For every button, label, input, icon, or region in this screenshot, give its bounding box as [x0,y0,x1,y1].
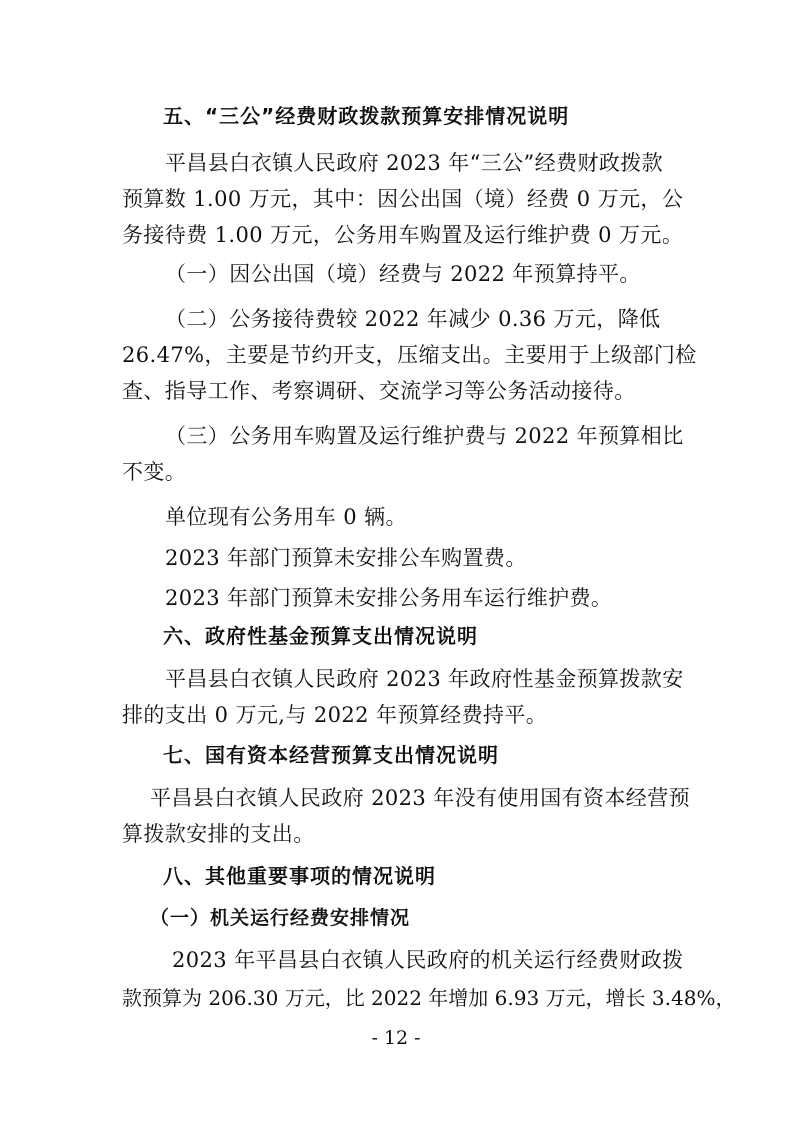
paragraph-line: 2023 年部门预算未安排公车购置费。 [165,546,527,570]
paragraph-line: 单位现有公务用车 0 辆。 [165,505,407,529]
subsection-heading: （一）机关运行经费安排情况 [150,907,411,929]
paragraph-line: 款预算为 206.30 万元，比 2022 年增加 6.93 万元，增长 3.48%， [122,986,736,1010]
paragraph-line: 务接待费 1.00 万元，公务用车购置及运行维护费 0 万元。 [122,223,684,247]
paragraph-line: 2023 年部门预算未安排公务用车运行维护费。 [165,586,613,610]
paragraph-line: 查、指导工作、考察调研、交流学习等公务活动接待。 [122,379,636,403]
paragraph-line: 平昌县白衣镇人民政府 2023 年政府性基金预算拨款安 [165,667,684,691]
page-number: - 12 - [371,1027,421,1049]
section-heading-8: 八、其他重要事项的情况说明 [163,864,436,888]
paragraph-line: 2023 年平昌县白衣镇人民政府的机关运行经费财政拨 [172,948,684,972]
section-heading-7: 七、国有资本经营预算支出情况说明 [163,743,499,767]
paragraph-line: （三）公务用车购置及运行维护费与 2022 年预算相比 [165,424,684,448]
paragraph-line: （一）因公出国（境）经费与 2022 年预算持平。 [165,262,641,286]
paragraph-line: 不变。 [122,460,187,484]
paragraph-line: 预算数 1.00 万元，其中：因公出国（境）经费 0 万元，公 [122,187,684,211]
section-heading-5: 五、“三公”经费财政拨款预算安排情况说明 [163,104,570,128]
paragraph-line: 排的支出 0 万元,与 2022 年预算经费持平。 [122,703,548,727]
paragraph-line: 平昌县白衣镇人民政府 2023 年“三公”经费财政拨款 [165,151,664,175]
section-heading-6: 六、政府性基金预算支出情况说明 [163,624,478,648]
paragraph-line: （二）公务接待费较 2022 年减少 0.36 万元，降低 [165,307,661,331]
paragraph-line: 平昌县白衣镇人民政府 2023 年没有使用国有资本经营预 [150,786,690,810]
paragraph-line: 算拨款安排的支出。 [122,822,315,846]
paragraph-line: 26.47%，主要是节约开支，压缩支出。主要用于上级部门检 [122,343,697,367]
